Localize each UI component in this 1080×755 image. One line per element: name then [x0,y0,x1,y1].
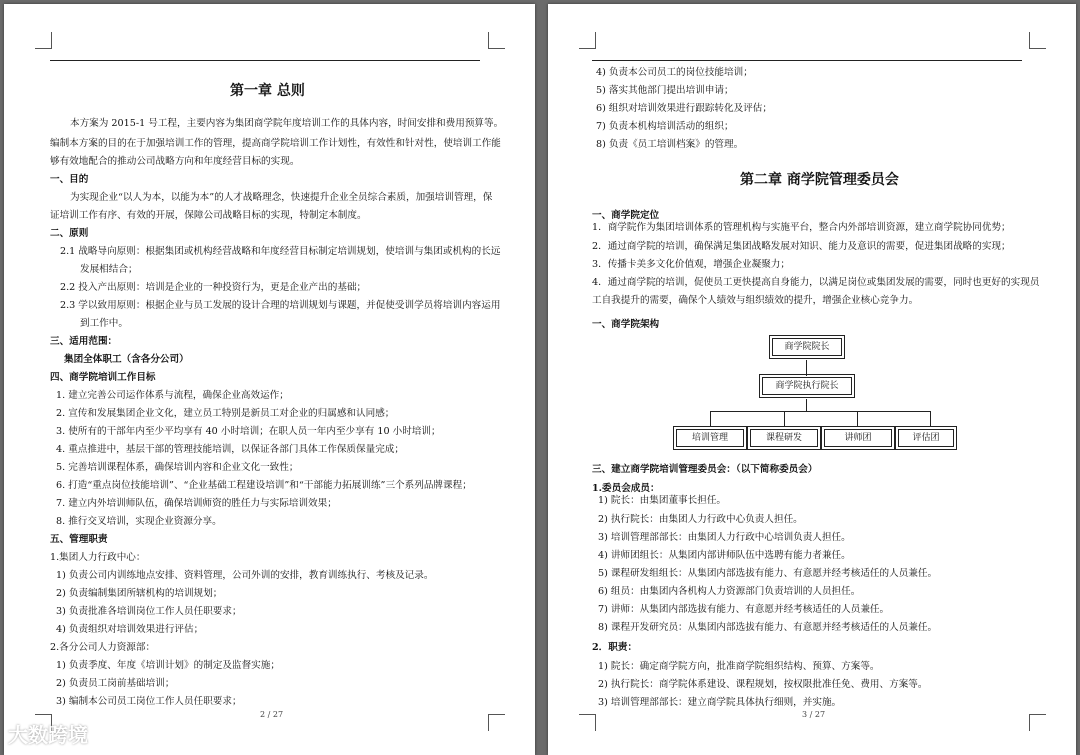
org-connector [806,399,807,411]
body-line: 8. 推行交叉培训，实现企业资源分享。 [56,516,222,527]
body-line: 够有效地配合的推动公司战略方向和年度经营目标的实现。 [50,156,300,167]
page-number: 2 / 27 [260,710,284,719]
crop-mark [1029,714,1046,731]
body-line: 5) 落实其他部门提出培训申请； [596,85,734,96]
body-line: 7) 负责本机构培训活动的组织； [596,121,734,132]
body-line: 8) 负责《员工培训档案》的管理。 [596,139,744,150]
chapter-title: 第一章 总则 [230,83,305,99]
body-line: 1) 院长：由集团董事长担任。 [598,495,727,506]
body-line: 3) 编制本公司员工岗位工作人员任职要求； [56,696,242,707]
body-line: 3) 负责批准各培训岗位工作人员任职要求； [56,606,242,617]
section-heading: 四、商学院培训工作目标 [50,372,156,383]
body-line: 1) 负责季度、年度《培训计划》的制定及监督实施； [56,660,280,671]
body-line: 4) 负责组织对培训效果进行评估； [56,624,204,635]
body-line: 发展相结合； [80,264,138,275]
body-line: 6) 组员：由集团内各机构人力资源部门负责培训的人员担任。 [598,586,861,597]
org-box-assessment-team: 评估团 [898,429,954,447]
body-line: 集团全体职工（含各分公司） [64,354,189,365]
section-heading: 1.委员会成员： [592,483,660,494]
section-heading: 一、商学院架构 [592,319,660,330]
body-line: 5) 课程研发组组长：从集团内部选拔有能力、有意愿并经考核适任的人员兼任。 [598,568,938,579]
document-page-3 [548,4,1076,755]
crop-mark [579,32,596,49]
crop-mark [579,714,596,731]
org-connector [857,411,858,427]
org-connector [710,411,930,412]
body-line: 3) 培训管理部部长：由集团人力行政中心培训负责人担任。 [598,532,851,543]
org-box-executive: 商学院执行院长 [762,377,852,395]
body-line: 5. 完善培训课程体系，确保培训内容和企业文化一致性； [56,462,299,473]
body-line: 4. 重点推进中，基层干部的管理技能培训，以保证各部门具体工作保质保量完成； [56,444,404,455]
watermark-text: 大数跨境 [8,723,88,747]
body-line: 4) 讲师团组长：从集团内部讲师队伍中选聘有能力者兼任。 [598,550,851,561]
body-line: 2.1 战略导向原则：根据集团或机构经营战略和年度经营目标制定培训规划，使培训与集团或机构的长远 [60,246,501,257]
body-line: 证培训工作有序、有效的开展，保障公司战略目标的实现，特制定本制度。 [50,210,367,221]
section-heading: 二、原则 [50,228,89,239]
body-line: 2) 负责员工岗前基础培训； [56,678,175,689]
body-line: 2.3 学以致用原则：根据企业与员工发展的设计合理的培训规划与课题，并促使受训学员将培训内容运用 [60,300,501,311]
body-line: 2) 执行院长：商学院体系建设、课程规划，按权限批准任免、费用、方案等。 [598,679,928,690]
body-line: 编制本方案的目的在于加强培训工作的管理，提高商学院培训工作计划性，有效性和针对性，使培训工作能 [50,138,501,149]
body-line: 到工作中。 [80,318,128,329]
page-number: 3 / 27 [802,710,826,719]
body-line: 3. 使所有的干部年内至少平均享有 40 小时培训；在职人员一年内至少享有 10 小时培训； [56,426,441,437]
section-heading: 一、目的 [50,174,89,185]
body-line: 1. 建立完善公司运作体系与流程，确保企业高效运作； [56,390,289,401]
body-line: 4．通过商学院的培训，促使员工更快提高自身能力，以满足岗位或集团发展的需要，同时也更好的实现员 [592,277,1040,288]
section-heading: 三、适用范围： [50,336,118,347]
body-line: 1) 负责公司内训练地点安排、资料管理，公司外训的安排，教育训练执行、考核及记录。 [56,570,434,581]
header-rule [592,60,1022,61]
org-connector [806,360,807,376]
body-line: 2．通过商学院的培训，确保满足集团战略发展对知识、能力及意识的需要，促进集团战略的实现； [592,241,1011,252]
body-line: 为实现企业“以人为本，以能为本”的人才战略理念，快速提升企业全员综合素质，加强培训管理，保 [70,192,493,203]
body-line: 1．商学院作为集团培训体系的管理机构与实施平台，整合内外部培训资源，建立商学院协同优势； [592,222,1011,233]
crop-mark [488,714,505,731]
body-line: 2. 宣传和发展集团企业文化，建立员工特别是新员工对企业的归属感和认同感； [56,408,395,419]
body-line: 3) 培训管理部部长：建立商学院具体执行细则，并实施。 [598,697,842,708]
org-box-lecturer-team: 讲师团 [824,429,892,447]
crop-mark [35,32,52,49]
body-line: 6) 组织对培训效果进行跟踪转化及评估； [596,103,772,114]
body-line: 7. 建立内外培训师队伍，确保培训师资的胜任力与实际培训效果； [56,498,337,509]
body-line: 1.集团人力行政中心： [50,552,146,563]
org-connector [930,411,931,427]
org-box-course-development: 课程研发 [750,429,818,447]
crop-mark [1029,32,1046,49]
body-line: 本方案为 2015-1 号工程，主要内容为集团商学院年度培训工作的具体内容，时间安排和费用预算等。 [70,118,504,129]
org-connector [710,411,711,427]
section-heading: 三、建立商学院培训管理委员会：（以下简称委员会） [592,464,818,475]
section-heading: 2．职责： [592,642,638,653]
section-heading: 一、商学院定位 [592,210,660,221]
section-heading: 五、管理职责 [50,534,108,545]
body-line: 7) 讲师：从集团内部选拔有能力、有意愿并经考核适任的人员兼任。 [598,604,890,615]
crop-mark [488,32,505,49]
body-line: 2) 负责编制集团所辖机构的培训规划； [56,588,223,599]
chapter-title: 第二章 商学院管理委员会 [740,172,899,188]
body-line: 2) 执行院长：由集团人力行政中心负责人担任。 [598,514,803,525]
body-line: 4) 负责本公司员工的岗位技能培训； [596,67,753,78]
body-line: 6. 打造“重点岗位技能培训”、“企业基础工程建设培训”和“干部能力拓展训练”三个系列品牌课程； [56,480,472,491]
header-rule [50,60,480,61]
body-line: 3．传播卡美多文化价值观，增强企业凝聚力； [592,259,790,270]
org-box-president: 商学院院长 [772,338,842,356]
body-line: 1) 院长：确定商学院方向，批准商学院组织结构、预算、方案等。 [598,661,880,672]
document-page-2 [4,4,535,755]
org-box-training-management: 培训管理 [676,429,744,447]
body-line: 工自我提升的需要，确保个人绩效与组织绩效的提升，增强企业核心竞争力。 [592,295,919,306]
org-connector [784,411,785,427]
body-line: 2.各分公司人力资源部： [50,642,156,653]
body-line: 8) 课程开发研究员：从集团内部选拔有能力、有意愿并经考核适任的人员兼任。 [598,622,938,633]
watermark-logo [8,719,88,748]
body-line: 2.2 投入产出原则：培训是企业的一种投资行为，更是企业产出的基础； [60,282,367,293]
